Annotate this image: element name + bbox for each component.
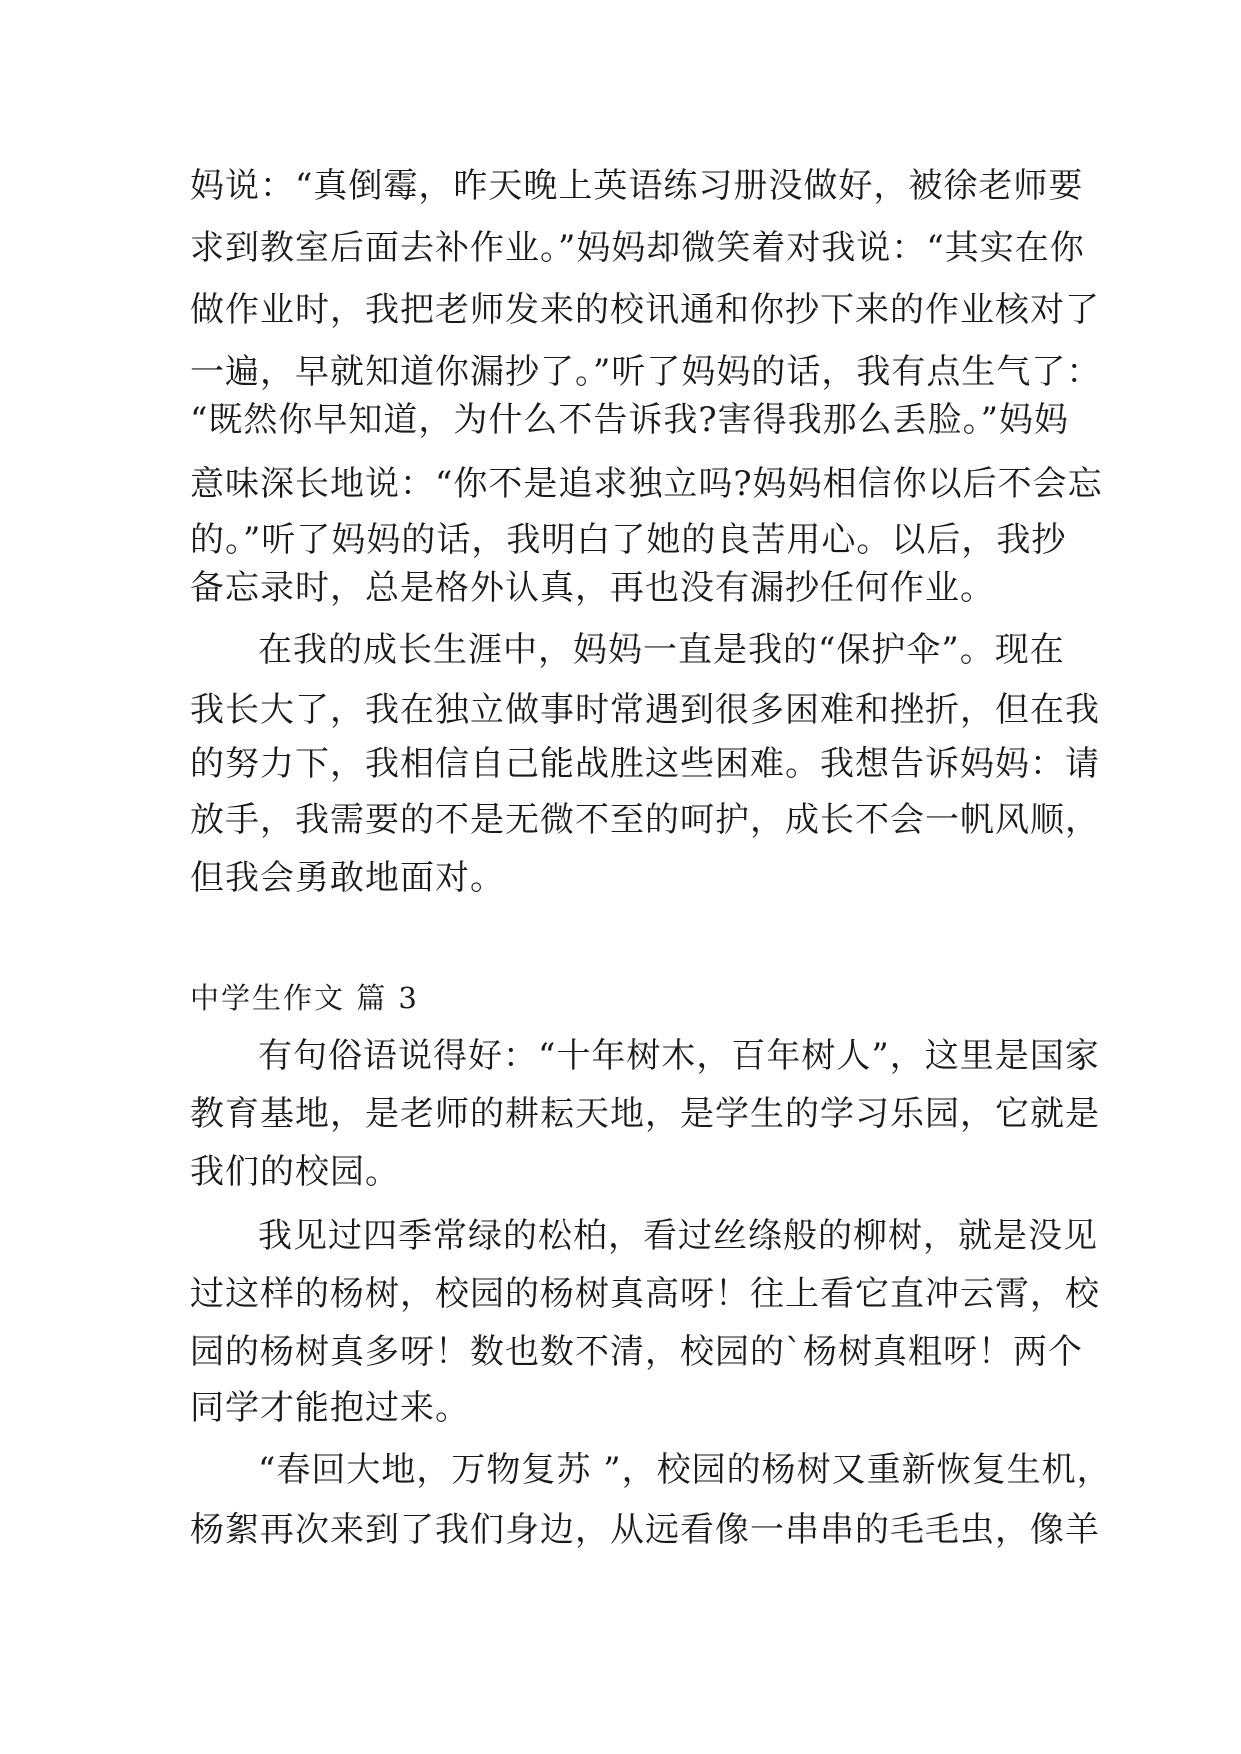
text-line: 园的杨树真多呀！数也数不清，校园的`杨树真粗呀！两个 [190,1332,1083,1372]
text-line: 同学才能抱过来。 [190,1388,470,1428]
text-line: 我长大了，我在独立做事时常遇到很多困难和挫折，但在我 [190,690,1100,730]
text-line: 在我的成长生涯中，妈妈一直是我的“保护伞”。现在 [258,630,1065,670]
text-line: 妈说：“真倒霉，昨天晚上英语练习册没做好，被徐老师要 [190,166,1084,206]
text-line: 的努力下，我相信自己能战胜这些困难。我想告诉妈妈：请 [190,744,1100,784]
text-line: 备忘录时，总是格外认真，再也没有漏抄任何作业。 [190,568,995,608]
text-line: 过这样的杨树，校园的杨树真高呀！往上看它直冲云霄，校 [190,1274,1100,1314]
text-line: 放手，我需要的不是无微不至的呵护，成长不会一帆风顺， [190,800,1100,840]
text-line: 我们的校园。 [190,1152,400,1192]
text-line: 求到教室后面去补作业。”妈妈却微笑着对我说：“其实在你 [190,228,1085,268]
text-line: 杨絮再次来到了我们身边，从远看像一串串的毛毛虫，像羊 [190,1510,1100,1550]
text-line: 的。”听了妈妈的话，我明白了她的良苦用心。以后，我抄 [190,520,1067,560]
text-line: 意味深长地说：“你不是追求独立吗?妈妈相信你以后不会忘 [190,464,1103,504]
text-line: “既然你早知道，为什么不告诉我?害得我那么丢脸。”妈妈 [190,400,1069,440]
text-line: 做作业时，我把老师发来的校讯通和你抄下来的作业核对了 [190,290,1100,330]
text-line: 教育基地，是老师的耕耘天地，是学生的学习乐园，它就是 [190,1094,1100,1134]
text-line: 但我会勇敢地面对。 [190,858,505,898]
text-line: “春回大地，万物复苏 ”，校园的杨树又重新恢复生机， [258,1450,1112,1490]
text-line: 一遍，早就知道你漏抄了。”听了妈妈的话，我有点生气了： [190,352,1102,392]
section-heading: 中学生作文 篇 3 [190,981,419,1015]
text-line: 我见过四季常绿的松柏，看过丝绦般的柳树，就是没见 [258,1216,1098,1256]
text-line: 有句俗语说得好：“十年树木，百年树人”，这里是国家 [258,1036,1100,1076]
